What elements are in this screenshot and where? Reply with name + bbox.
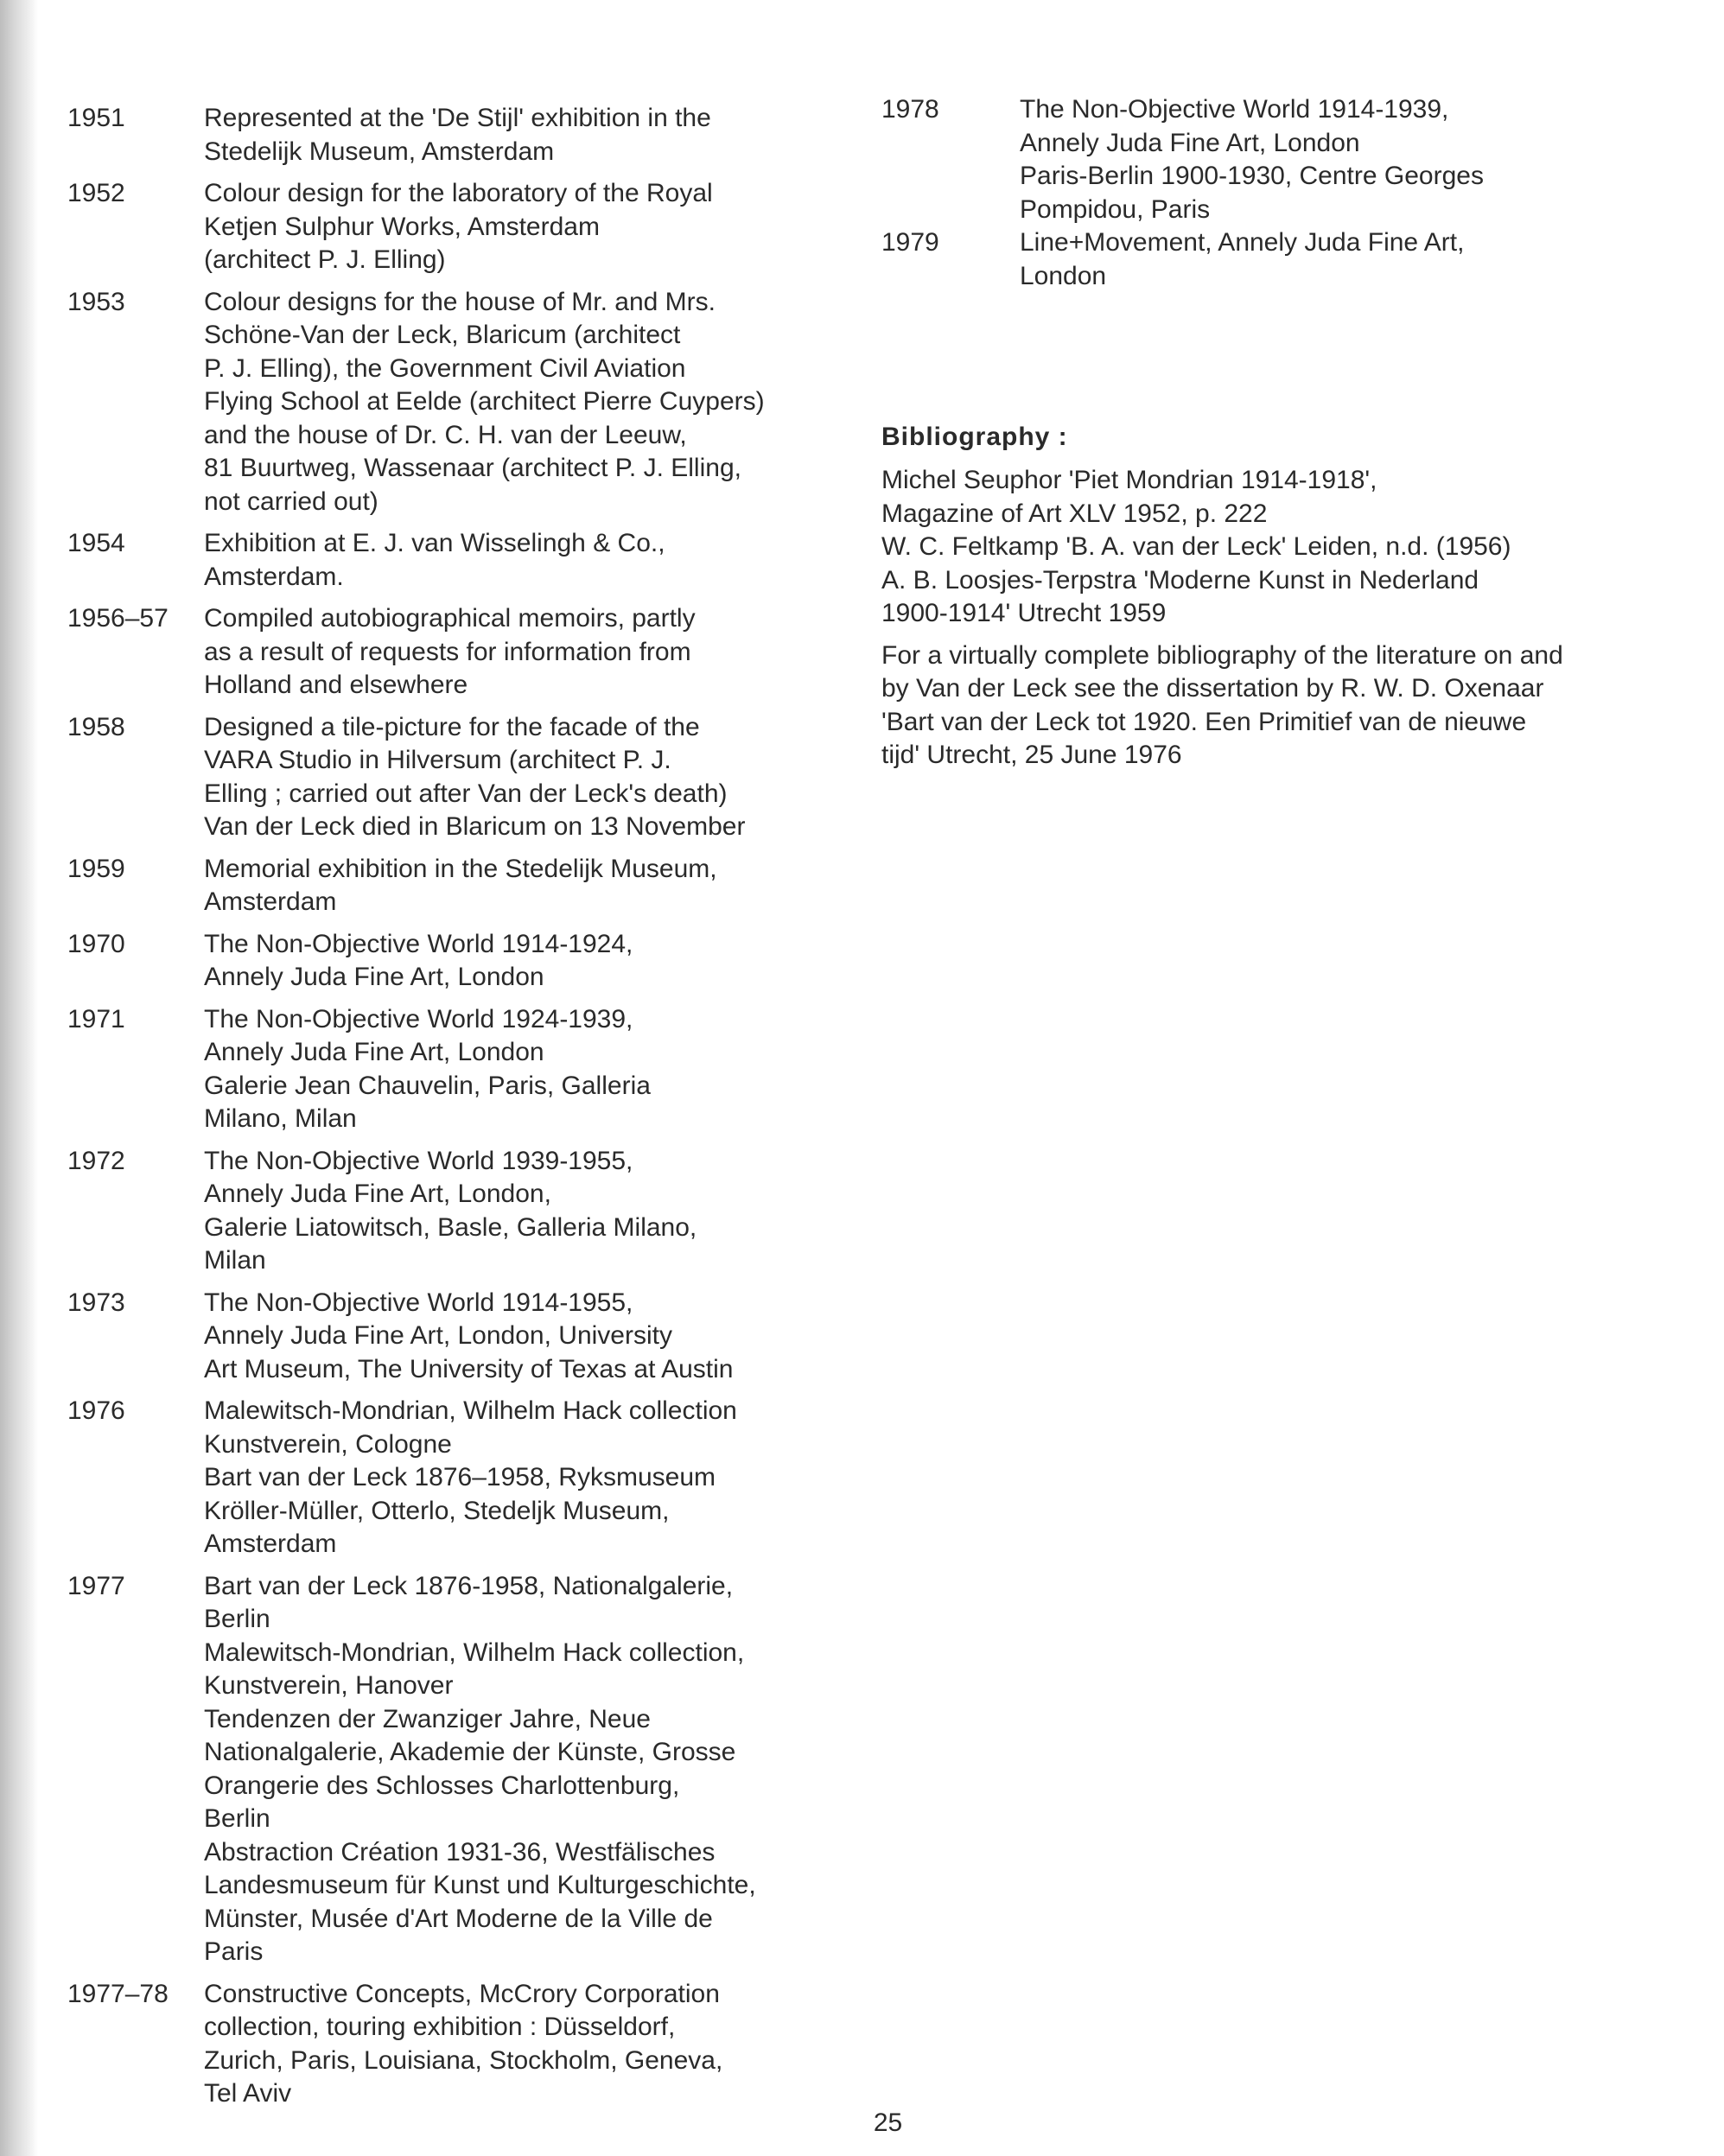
entry-year: 1979 (881, 228, 939, 257)
entry-text: Designed a tile-picture for the facade of the VARA Studio in Hilversum (architect P. J. Elling ; carried out after Van der Leck's death) Van der Leck died in Blaricum on 13 November (204, 712, 746, 841)
entry-year: 1972 (67, 1146, 125, 1175)
entry-year: 1978 (881, 95, 939, 124)
chronology-entry (67, 1145, 880, 1278)
entry-text: The Non-Objective World 1914-1924, Annely Juda Fine Art, London (204, 929, 633, 991)
chronology-left-column (67, 102, 880, 2120)
entry-year: 1959 (67, 854, 125, 883)
chronology-entry (67, 527, 880, 594)
page-number: 25 (873, 2108, 903, 2137)
entry-year: 1971 (67, 1004, 125, 1033)
entry-text: The Non-Objective World 1939-1955, Annely Juda Fine Art, London, Galerie Liatowitsch, Basle, Galleria Milano, Milan (204, 1146, 697, 1275)
entry-year: 1956–57 (67, 604, 169, 633)
chronology-entry (67, 286, 880, 519)
chronology-entry (67, 177, 880, 277)
entry-text: Colour design for the laboratory of the Royal Ketjen Sulphur Works, Amsterdam (architect P. J. Elling) (204, 179, 713, 274)
entry-text: Memorial exhibition in the Stedelijk Museum, Amsterdam (204, 854, 717, 916)
entry-text: Exhibition at E. J. van Wisselingh & Co., Amsterdam. (204, 529, 665, 591)
entry-text: Constructive Concepts, McCrory Corporation collection, touring exhibition : Düsseldorf, Zurich, Paris, Louisiana, Stockholm, Geneva, Tel Aviv (204, 1979, 723, 2108)
chronology-entry (67, 711, 880, 844)
entry-year: 1958 (67, 712, 125, 741)
entry-year: 1952 (67, 179, 125, 207)
chronology-entry (67, 1978, 880, 2111)
entry-year: 1977–78 (67, 1979, 169, 2008)
entry-text: Compiled autobiographical memoirs, partly as a result of requests for information from Holland and elsewhere (204, 604, 696, 699)
bibliography-paragraph: For a virtually complete bibliography of the literature on and by Van der Leck see the dissertation by R. W. D. Oxenaar 'Bart van der Leck tot 1920. Een Primitief van de nieuwe tijd' Utrecht, 25 June 1976 (881, 640, 1563, 769)
entry-text: Line+Movement, Annely Juda Fine Art, London (1020, 228, 1465, 290)
entry-year: 1970 (67, 929, 125, 958)
entry-year: 1976 (67, 1396, 125, 1425)
chronology-entry (67, 853, 880, 919)
entry-text: The Non-Objective World 1924-1939, Annely Juda Fine Art, London Galerie Jean Chauvelin, Paris, Galleria Milano, Milan (204, 1004, 651, 1133)
entry-text: The Non-Objective World 1914-1939, Annely Juda Fine Art, London Paris-Berlin 1900-1930, Centre Georges Pompidou, Paris (1020, 95, 1484, 224)
chronology-entry (67, 1570, 880, 1969)
bibliography-heading: Bibliography : (881, 423, 1068, 451)
chronology-list-continued (881, 93, 1694, 293)
entry-text: Represented at the 'De Stijl' exhibition in the Stedelijk Museum, Amsterdam (204, 104, 711, 166)
chronology-entry (67, 928, 880, 995)
chronology-list (67, 102, 880, 2111)
entry-year: 1977 (67, 1571, 125, 1600)
entry-year: 1951 (67, 104, 125, 132)
chronology-entry (67, 1003, 880, 1136)
entry-year: 1953 (67, 287, 125, 316)
page-binding-shadow (0, 0, 38, 2156)
entry-text: Bart van der Leck 1876-1958, Nationalgalerie, Berlin Malewitsch-Mondrian, Wilhelm Hack collection, Kunstverein, Hanover Tendenzen der Zwanziger Jahre, Neue Nationalgalerie, Akademie der Künste, Grosse Orangerie des Schlosses Charlottenburg, Berlin Abstraction Création 1931-36, Westfälisches Landesmuseum für Kunst und Kulturgeschichte, Münster, Musée d'Art Moderne de la Ville de Paris (204, 1571, 756, 1966)
chronology-entry (67, 102, 880, 169)
chronology-entry (881, 93, 1694, 226)
entry-text: Malewitsch-Mondrian, Wilhelm Hack collection Kunstverein, Cologne Bart van der Leck 1876–1958, Ryksmuseum Kröller-Müller, Otterlo, Stedeljk Museum, Amsterdam (204, 1396, 737, 1558)
right-column (881, 93, 1694, 781)
chronology-entry (67, 1287, 880, 1387)
entry-year: 1973 (67, 1288, 125, 1317)
chronology-entry (881, 226, 1694, 293)
chronology-entry (67, 1395, 880, 1561)
entry-year: 1954 (67, 529, 125, 557)
entry-text: The Non-Objective World 1914-1955, Annely Juda Fine Art, London, University Art Museum, The University of Texas at Austin (204, 1288, 734, 1383)
entry-text: Colour designs for the house of Mr. and Mrs. Schöne-Van der Leck, Blaricum (architect P. J. Elling), the Government Civil Aviation Flying School at Eelde (architect Pierre Cuypers) and the house of Dr. C. H. van der Leeuw, 81 Buurtweg, Wassenaar (architect P. J. Elling, not carried out) (204, 287, 765, 516)
bibliography-paragraph: Michel Seuphor 'Piet Mondrian 1914-1918', Magazine of Art XLV 1952, p. 222 W. C. Feltkamp 'B. A. van der Leck' Leiden, n.d. (1956) A. B. Loosjes-Terpstra 'Moderne Kunst in Nederland 1900-1914' Utrecht 1959 (881, 466, 1511, 627)
chronology-entry (67, 602, 880, 703)
